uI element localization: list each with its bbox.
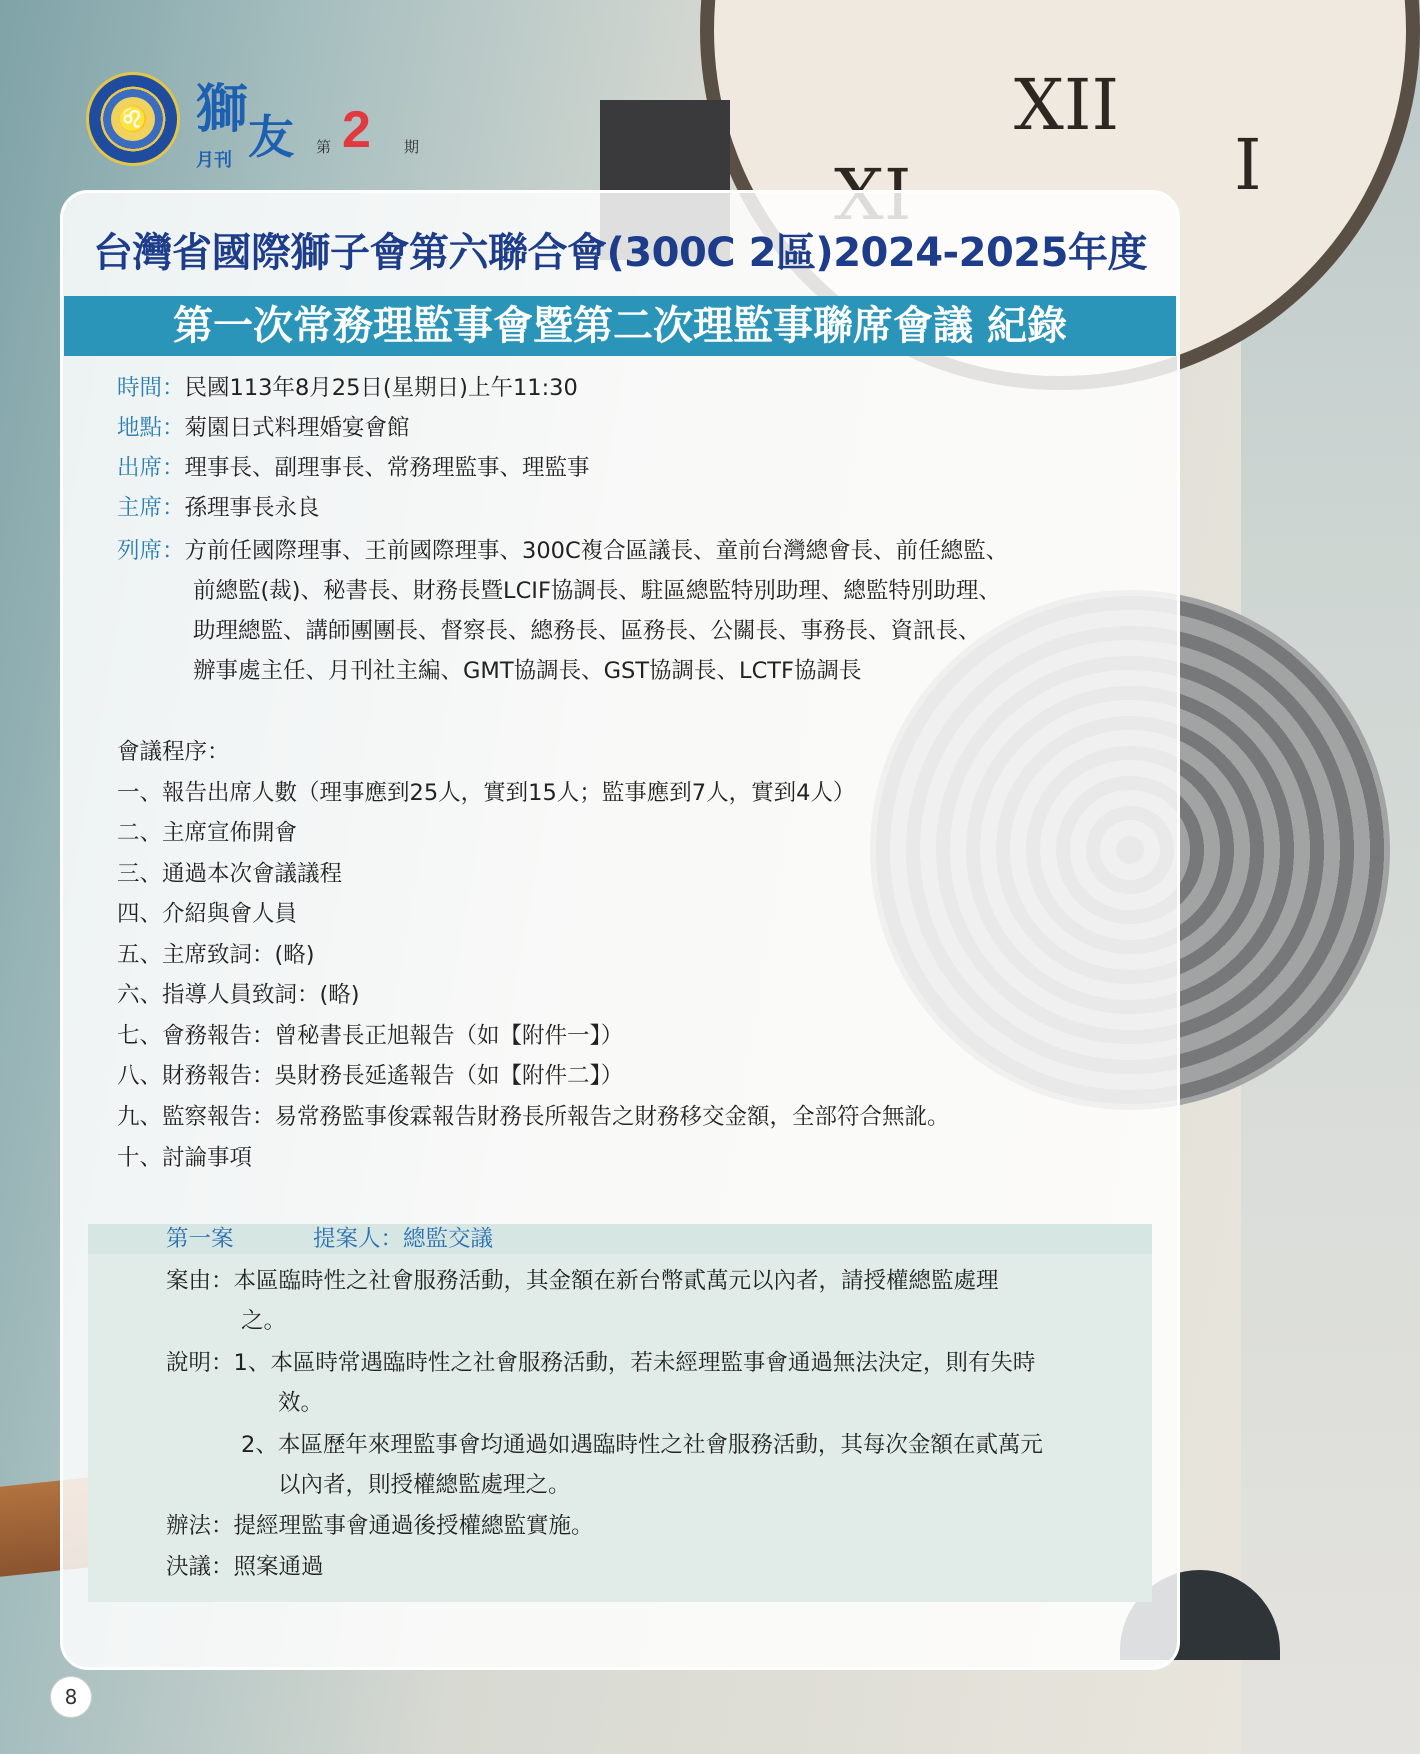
agenda-item: 二、主席宣佈開會 [117, 820, 298, 846]
agenda-item: 十、討論事項 [117, 1145, 253, 1171]
document-subtitle: 第一次常務理監事會暨第二次理監事聯席會議 紀錄 [173, 303, 1067, 349]
observers-line: 前總監(裁)、秘書長、財務長暨LCIF協調長、駐區總監特別助理、總監特別助理、 [193, 578, 1001, 604]
case-number: 第一案 [166, 1226, 234, 1252]
case-explanation-item: 2、本區歷年來理監事會均通過如遇臨時性之社會服務活動，其每次金額在貳萬元 [241, 1432, 1043, 1458]
issue-suffix: 期 [404, 138, 420, 156]
agenda-heading: 會議程序： [117, 739, 230, 765]
lion-emblem-icon: ♌ [111, 97, 155, 141]
chair-label: 主席： [117, 495, 185, 521]
info-observers [117, 536, 1008, 566]
place-label: 地點： [117, 415, 185, 441]
background-clock: XII I [700, 0, 1420, 390]
time-value: 民國113年8月25日(星期日)上午11:30 [184, 375, 578, 401]
lions-logo [86, 72, 180, 166]
case-header-bar [88, 1224, 1152, 1254]
agenda-item: 七、會務報告：曾秘書長正旭報告（如【附件一】） [117, 1023, 624, 1049]
agenda-item: 四、介紹與會人員 [117, 901, 298, 927]
info-time [117, 373, 578, 403]
case-explanation-cont: 效。 [278, 1390, 324, 1416]
case-reason: 案由：本區臨時性之社會服務活動，其金額在新台幣貳萬元以內者，請授權總監處理 [166, 1268, 999, 1294]
agenda-item: 五、主席致詞：(略) [117, 942, 315, 968]
case-proposer: 提案人：總監交議 [313, 1226, 494, 1252]
document-title: 台灣省國際獅子會第六聯合會(300C 2區)2024-2025年度 [93, 230, 1147, 276]
masthead-title-lion: 獅 [196, 79, 249, 140]
issue-number: 2 [342, 101, 371, 159]
time-label: 時間： [117, 375, 185, 401]
case-resolution: 決議：照案通過 [166, 1554, 324, 1580]
case-explanation: 說明：1、本區時常遇臨時性之社會服務活動，若未經理監事會通過無法決定，則有失時 [166, 1350, 1036, 1376]
info-place [117, 413, 410, 443]
place-value: 菊園日式料理婚宴會館 [184, 415, 410, 441]
attend-label: 出席： [117, 455, 185, 481]
case-method: 辦法：提經理監事會通過後授權總監實施。 [166, 1513, 594, 1539]
page-number: 8 [50, 1676, 92, 1718]
issue-prefix: 第 [316, 138, 332, 156]
masthead-title-friend: 友 [248, 110, 294, 164]
info-chair [117, 493, 320, 523]
masthead-monthly: 月刊 [196, 150, 232, 171]
chair-value: 孫理事長永良 [184, 495, 320, 521]
observers-label: 列席： [117, 538, 185, 564]
observers-line: 助理總監、講師團團長、督察長、總務長、區務長、公關長、事務長、資訊長、 [193, 618, 981, 644]
agenda-item: 三、通過本次會議議程 [117, 861, 343, 887]
observers-line: 方前任國際理事、王前國際理事、300C複合區議長、童前台灣總會長、前任總監、 [184, 538, 1009, 564]
attend-value: 理事長、副理事長、常務理監事、理監事 [184, 455, 590, 481]
info-attend [117, 453, 590, 483]
agenda-item: 六、指導人員致詞：(略) [117, 982, 360, 1008]
case-reason-cont: 之。 [241, 1308, 287, 1334]
observers-line: 辦事處主任、月刊社主編、GMT協調長、GST協調長、LCTF協調長 [193, 658, 862, 684]
agenda-item: 一、報告出席人數（理事應到25人，實到15人；監事應到7人，實到4人） [117, 780, 856, 806]
agenda-item: 九、監察報告：易常務監事俊霖報告財務長所報告之財務移交金額，全部符合無訛。 [117, 1104, 950, 1130]
agenda-item: 八、財務報告：吳財務長延遙報告（如【附件二】） [117, 1063, 624, 1089]
case-explanation-cont: 以內者，則授權總監處理之。 [278, 1472, 571, 1498]
